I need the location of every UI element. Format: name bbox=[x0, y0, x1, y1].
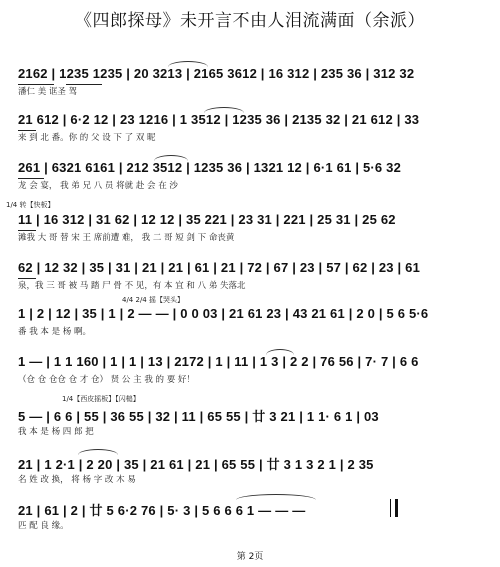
notes-line: 261 | 6321 6161 | 212 3512 | 1235 36 | 1321 12 | 6·1 61 | 5·6 32 bbox=[18, 160, 402, 175]
underline bbox=[18, 278, 36, 279]
tempo-marker: 1/4 转【快板】 bbox=[6, 201, 55, 209]
slur bbox=[154, 155, 188, 161]
lyrics-line: 匹 配 良 缘。 bbox=[18, 521, 69, 531]
slur bbox=[78, 449, 118, 455]
notes-line: 5 — | 6 6 | 55 | 36 55 | 32 | 11 | 65 55 | 廿 3 21 | 1 1· 6 1 | 03 bbox=[18, 409, 379, 424]
notes-line: 21 | 1 2·1 | 2 20 | 35 | 21 61 | 21 | 65 55 | 廿 3 1 3 2 1 | 2 35 bbox=[18, 457, 374, 472]
slur bbox=[266, 349, 294, 355]
notes-line: 11 | 16 312 | 31 62 | 12 12 | 35 221 | 23 31 | 221 | 25 31 | 25 62 bbox=[18, 212, 396, 227]
notes-line: 62 | 12 32 | 35 | 31 | 21 | 21 | 61 | 21 | 72 | 67 | 23 | 57 | 62 | 23 | 61 bbox=[18, 260, 421, 275]
lyrics-line: 番 我 本 是 杨 啊。 bbox=[18, 327, 92, 337]
underline bbox=[18, 178, 44, 179]
page-number: 第 2页 bbox=[236, 552, 264, 562]
notes-line: 1 | 2 | 12 | 35 | 1 | 2 — — | 0 0 03 | 21 61 23 | 43 21 61 | 2 0 | 5 6 5·6 bbox=[18, 306, 429, 321]
meter-marker: 4/4 2/4 摇【哭头】 bbox=[122, 296, 184, 304]
lyrics-line: 龙 会 宴， 我 弟 兄 八 员 将就 赴 会 在 沙 bbox=[18, 181, 178, 191]
lyrics-line: 名 姓 改 换， 将 杨 字 改 木 易 bbox=[18, 475, 136, 485]
lyrics-line: 我 本 是 杨 四 郎 把 bbox=[18, 427, 94, 437]
slur bbox=[236, 494, 316, 500]
tempo-marker: 1/4【西皮摇板】【闪槌】 bbox=[62, 395, 140, 403]
lyrics-line: 来 到 北 番。你 的 父 设 下 了 双 昵 bbox=[18, 133, 156, 143]
lyrics-line: 滩我 大 哥 替 宋 王 席前遭 难， 我 二 哥 短 剑 下 命丧黄 bbox=[18, 233, 235, 243]
final-barline bbox=[390, 499, 398, 517]
notes-line: 21 612 | 6·2 12 | 23 1216 | 1 3512 | 1235 36 | 2135 32 | 21 612 | 33 bbox=[18, 112, 420, 127]
underline bbox=[18, 130, 36, 131]
notes-line: 1 — | 1 1 160 | 1 | 1 | 13 | 2172 | 1 | 11 | 1 3 | 2 2 | 76 56 | 7· 7 | 6 6 bbox=[18, 354, 419, 369]
slur bbox=[168, 61, 208, 67]
lyrics-line: （仓 仓 仓仓 仓 才 仓） 贤 公 主 我 的 要 好！ bbox=[18, 375, 195, 385]
underline bbox=[18, 84, 54, 85]
underline bbox=[18, 230, 36, 231]
underline bbox=[66, 84, 102, 85]
lyrics-line: 泉，我 三 哥 被 马 踏 尸 骨 不 见，有 本 宜 和 八 弟 失落北 bbox=[18, 281, 246, 291]
slur bbox=[204, 107, 244, 113]
lyrics-line: 潘仁 美 诓圣 驾 bbox=[18, 87, 78, 97]
notes-line: 21 | 61 | 2 | 廿 5 6·2 76 | 5· 3 | 5 6 6 6 1 — — — bbox=[18, 503, 306, 518]
notes-line: 2162 | 1235 1235 | 20 3213 | 2165 3612 | 16 312 | 235 36 | 312 32 bbox=[18, 66, 415, 81]
page-title: 《四郎探母》未开言不由人泪流满面（余派） bbox=[75, 11, 425, 31]
